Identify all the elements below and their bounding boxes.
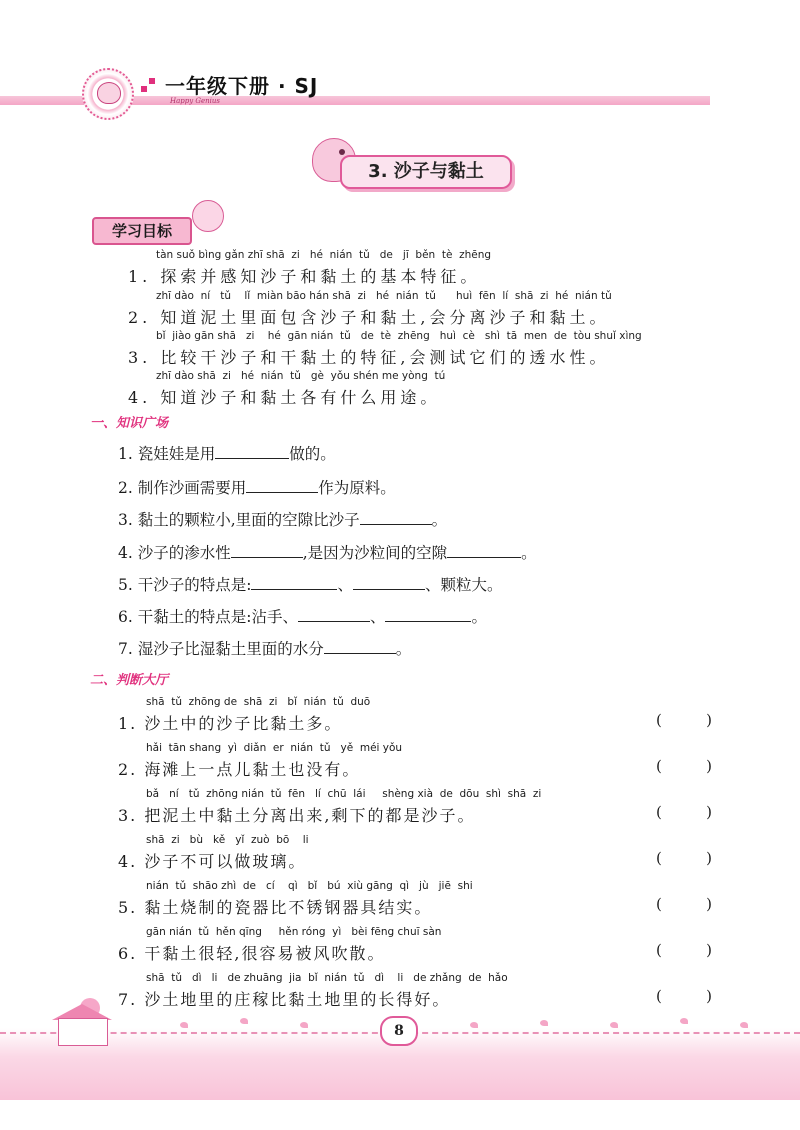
answer-bracket[interactable]: ( ) [656,849,712,867]
fill-item: 3. 黏土的颗粒小,里面的空隙比沙子 。 [118,508,447,530]
bee-icon [192,200,224,232]
judgement-item: 4. 沙子不可以做玻璃。 [118,852,307,871]
judgement-item: 2. 海滩上一点儿黏土也没有。 [118,760,361,779]
sprout-icon [240,1018,248,1024]
judgement-pinyin: nián tǔ shāo zhì de cí qì bǐ bú xiù gāng qì jù jiē shi [146,880,473,892]
section-heading-knowledge: 一、知识广场 [90,416,169,431]
judgement-item: 6. 干黏土很轻,很容易被风吹散。 [118,944,386,963]
sprout-icon [540,1020,548,1026]
answer-blank[interactable] [215,442,289,459]
judgement-pinyin: shā tǔ zhōng de shā zi bǐ nián tǔ duō [146,696,371,708]
answer-bracket[interactable]: ( ) [656,941,712,959]
square-bullet-icon [141,78,155,92]
sprout-icon [680,1018,688,1024]
judgement-item: 3. 把泥土中黏土分离出来,剩下的都是沙子。 [118,806,476,825]
sprout-icon [610,1022,618,1028]
sprout-icon [180,1022,188,1028]
fill-item: 6. 干黏土的特点是:沾手、 、 。 [118,605,487,627]
book-title: 一年级下册 · SJ [165,74,319,98]
fill-item: 1. 瓷娃娃是用 做的。 [118,442,336,464]
objective-item: 2. 知道泥土里面包含沙子和黏土,会分离沙子和黏土。 [128,308,610,327]
fill-item: 4. 沙子的渗水性 ,是因为沙粒间的空隙 。 [118,541,537,563]
answer-blank[interactable] [353,573,425,590]
objective-item: 4. 知道沙子和黏土各有什么用途。 [128,388,441,407]
objective-item: 1. 探索并感知沙子和黏土的基本特征。 [128,267,481,286]
brand-subtitle: Happy Genius [170,97,221,105]
answer-blank[interactable] [360,508,432,525]
fill-item: 5. 干沙子的特点是: 、 、颗粒大。 [118,573,502,595]
objective-pinyin: tàn suǒ bìng gǎn zhī shā zi hé nián tǔ de jī běn tè zhēng [156,249,492,261]
bunny-icon [97,82,121,104]
objective-item: 3. 比较干沙子和干黏土的特征,会测试它们的透水性。 [128,348,610,367]
answer-blank[interactable] [298,605,370,622]
fill-item: 2. 制作沙画需要用 作为原料。 [118,476,396,498]
answer-blank[interactable] [324,637,396,654]
answer-bracket[interactable]: ( ) [656,987,712,1005]
happy-genius-logo [82,68,134,120]
sprout-icon [740,1022,748,1028]
page-number: 8 [380,1016,418,1046]
objectives-heading: 学习目标 [92,217,192,245]
answer-blank[interactable] [246,476,318,493]
answer-bracket[interactable]: ( ) [656,711,712,729]
objective-pinyin: bǐ jiào gān shā zi hé gān nián tǔ de tè zhēng huì cè shì tā men de tòu shuǐ xìng [156,330,642,342]
judgement-item: 5. 黏土烧制的瓷器比不锈钢器具结实。 [118,898,433,917]
answer-blank[interactable] [231,541,303,558]
answer-blank[interactable] [385,605,471,622]
sprout-icon [300,1022,308,1028]
objective-pinyin: zhī dào ní tǔ lǐ miàn bāo hán shā zi hé nián tǔ huì fēn lí shā zi hé nián tǔ [156,290,612,302]
objective-pinyin: zhī dào shā zi hé nián tǔ gè yǒu shén me yòng tú [156,370,446,382]
answer-blank[interactable] [447,541,521,558]
judgement-item: 7. 沙土地里的庄稼比黏土地里的长得好。 [118,990,451,1009]
lesson-title: 3. 沙子与黏土 [340,155,512,189]
answer-bracket[interactable]: ( ) [656,803,712,821]
answer-bracket[interactable]: ( ) [656,757,712,775]
judgement-pinyin: hǎi tān shang yì diǎn er nián tǔ yě méi yǒu [146,742,403,754]
fill-item: 7. 湿沙子比湿黏土里面的水分 。 [118,637,411,659]
judgement-pinyin: bǎ ní tǔ zhōng nián tǔ fēn lí chū lái shèng xià de dōu shì shā zi [146,788,542,800]
judgement-pinyin: shā tǔ dì li de zhuāng jia bǐ nián tǔ dì li de zhǎng de hǎo [146,972,508,984]
answer-blank[interactable] [251,573,337,590]
judgement-pinyin: shā zi bù kě yǐ zuò bō li [146,834,309,846]
section-heading-judgement: 二、判断大厅 [90,673,169,688]
answer-bracket[interactable]: ( ) [656,895,712,913]
sprout-icon [470,1022,478,1028]
judgement-item: 1. 沙土中的沙子比黏土多。 [118,714,343,733]
house-icon [58,1018,108,1046]
judgement-pinyin: gān nián tǔ hěn qīng hěn róng yì bèi fēng chuī sàn [146,926,442,938]
